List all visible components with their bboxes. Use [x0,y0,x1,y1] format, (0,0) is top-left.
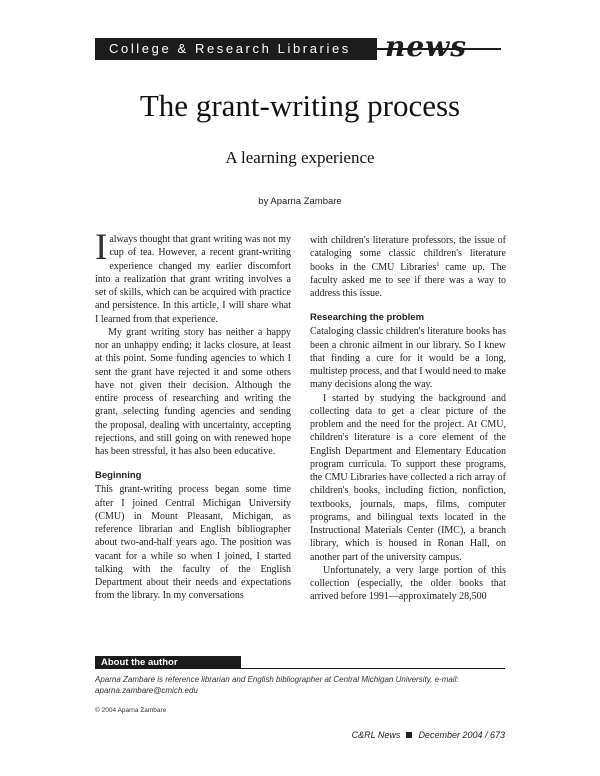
about-author-heading: About the author [95,656,241,669]
about-author-box [95,656,505,696]
byline: by Aparna Zambare [258,196,342,207]
paragraph: Unfortunately, a very large portion of this collection (especially, the older books that arrived before 1991—approximately 28,500 [310,564,506,603]
left-column [95,227,291,603]
drop-cap: I [95,227,108,268]
article-subtitle: A learning experience [225,148,375,167]
paragraph: I started by studying the background and collecting data to get a clear picture of the problem and the need for the project. At CMU, children's literature is a core element of the English Department and Elementary Education program curricula. To support these programs, the CMU Libraries have collected a rich array of children's books, including fiction, nonfiction, textbooks, journals, maps, films, computer programs, and bilingual texts located in the Instructional Materials Center (IMC), a branch library, which is housed in Ronan Hall, on another part of the university campus. [310,392,506,563]
journal-name: College & Research Libraries [95,38,377,60]
masthead [95,30,505,63]
paragraph: This grant-writing process began some time after I joined Central Michigan University (CMU) in Mount Pleasant, Michigan, as reference librarian and English bibliographer about two-and-half years ago. The position was vacant for a while so when I joined, I started talking with the faculty of the English Department about their needs and expectations from the library. In my conversations [95,484,291,602]
paragraph [95,227,291,326]
paragraph [310,234,506,300]
paragraph-text: came up. The faculty asked me to see if there was a way to address this issue. [310,261,507,299]
section-heading-beginning: Beginning [95,470,142,482]
section-heading-researching: Researching the problem [310,312,425,324]
square-bullet-icon [406,732,412,738]
news-logo: news [385,30,468,63]
paragraph: Cataloging classic children's literature books has been a chronic ailment in our library. So I knew that finding a cure for it would be a long, multistep process, and that I would need to make many decisions along the way. [310,326,506,391]
footnote-marker: 1 [436,261,440,268]
article-title: The grant-writing process [139,88,461,123]
paragraph-text: always thought that grant writing was not my cup of tea. However, a recent grant-writing experience changed my earlier discomfort into a realization that grant writing involves a set of skills, which can be acquired with practice and persistence. In this article, I will share what I learned from that experience. [95,234,291,325]
paragraph-text: with children's literature professors, the issue of cataloging some classic children's literature books in the CMU Libraries [310,235,506,273]
about-author-text: Aparna Zambare is reference librarian and English bibliographer at Central Michigan University, e-mail: aparna.zambare@cmich.edu [95,675,459,695]
copyright: © 2004 Aparna Zambare [95,707,167,714]
page-footer [352,730,505,740]
paragraph: My grant writing story has neither a happy nor an unhappy ending; it lacks closure, at least at this point. Some funding agencies to which I sent the grant have rejected it and some others have not given their decision. Although the entire process of researching and writing the grant, selecting funding agencies and sending the proposal, dealing with uncertainty, accepting rejections, and still going on with renewed hope has been stressful, it has also been educative. [95,326,291,457]
footer-issue: December 2004 / 673 [418,730,505,740]
right-column [310,234,506,604]
footer-journal: C&RL News [351,730,401,740]
